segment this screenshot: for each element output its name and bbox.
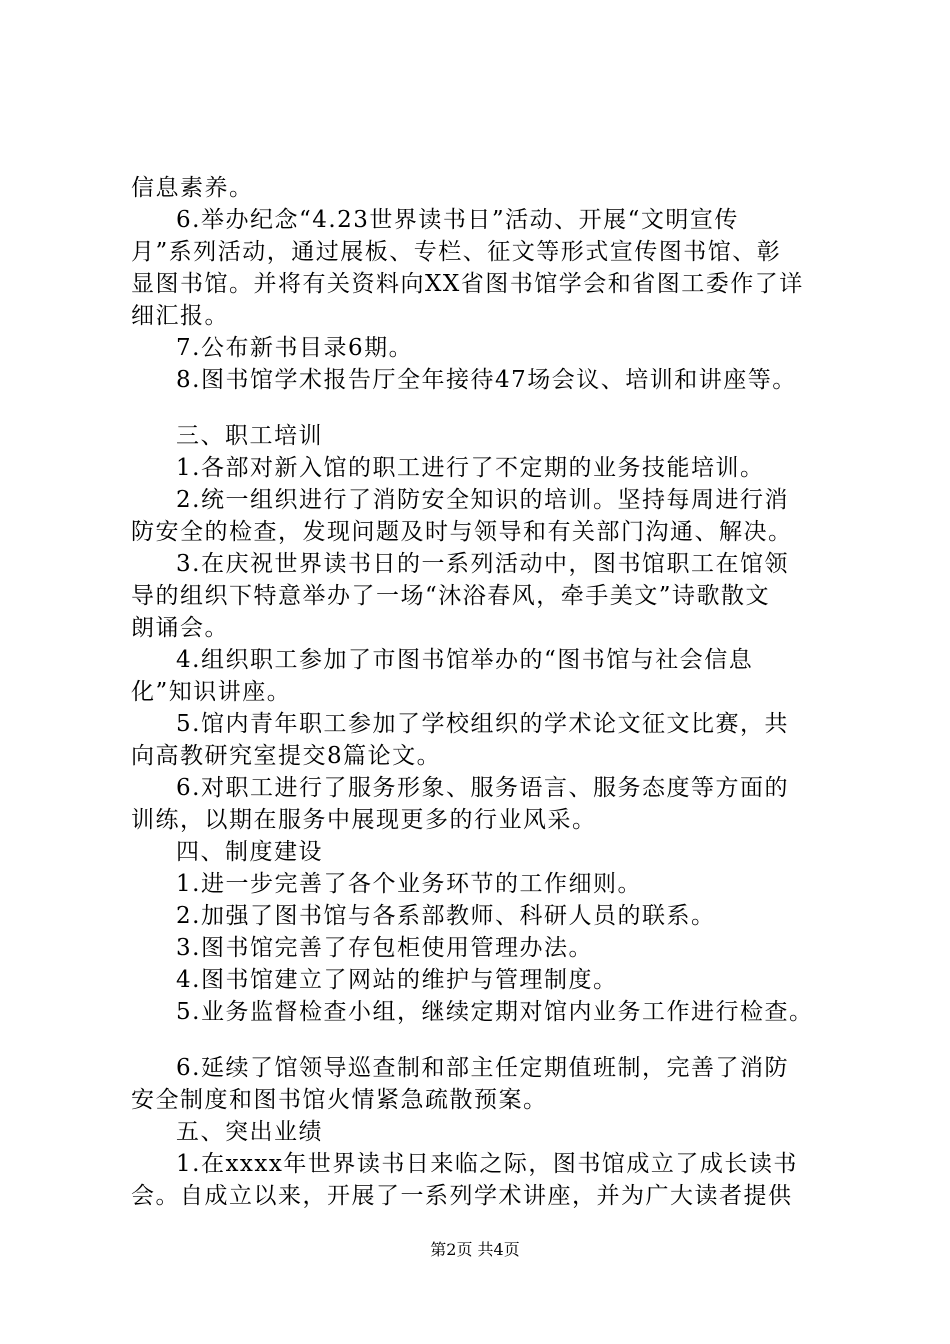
text-line: 1.在xxxx年世界读书日来临之际，图书馆成立了成长读书	[176, 1151, 798, 1177]
text-line: 1.各部对新入馆的职工进行了不定期的业务技能培训。	[176, 455, 765, 481]
text-line: 导的组织下特意举办了一场“沐浴春风，牵手美文”诗歌散文	[131, 583, 771, 609]
text-line: 朗诵会。	[131, 615, 229, 641]
section-heading: 五、突出业绩	[176, 1119, 323, 1145]
text-line: 化”知识讲座。	[131, 679, 292, 705]
text-line: 6.举办纪念“4.23世界读书日”活动、开展“文明宣传	[176, 207, 739, 233]
text-line: 4.图书馆建立了网站的维护与管理制度。	[176, 967, 618, 993]
text-line: 2.加强了图书馆与各系部教师、科研人员的联系。	[176, 903, 716, 929]
text-line: 1.进一步完善了各个业务环节的工作细则。	[176, 871, 642, 897]
text-line: 2.统一组织进行了消防安全知识的培训。坚持每周进行消	[176, 487, 789, 513]
text-line: 3.图书馆完善了存包柜使用管理办法。	[176, 935, 593, 961]
text-line: 5.馆内青年职工参加了学校组织的学术论文征文比赛，共	[176, 711, 789, 737]
page-footer: 第2页 共4页	[430, 1240, 520, 1259]
text-line: 信息素养。	[131, 175, 254, 201]
text-line: 4.组织职工参加了市图书馆举办的“图书馆与社会信息	[176, 647, 754, 673]
text-line: 防安全的检查，发现问题及时与领导和有关部门沟通、解决。	[131, 519, 793, 545]
text-line: 7.公布新书目录6期。	[176, 335, 414, 361]
text-line: 5.业务监督检查小组，继续定期对馆内业务工作进行检查。	[176, 999, 814, 1025]
text-line: 训练，以期在服务中展现更多的行业风采。	[131, 807, 597, 833]
text-line: 8.图书馆学术报告厅全年接待47场会议、培训和讲座等。	[176, 367, 797, 393]
text-line: 安全制度和图书馆火情紧急疏散预案。	[131, 1087, 548, 1113]
text-line: 月”系列活动，通过展板、专栏、征文等形式宣传图书馆、彰	[131, 239, 782, 265]
section-heading: 三、职工培训	[176, 423, 323, 449]
text-line: 向高教研究室提交8篇论文。	[131, 743, 442, 769]
section-heading: 四、制度建设	[176, 839, 323, 865]
text-line: 6.对职工进行了服务形象、服务语言、服务态度等方面的	[176, 775, 789, 801]
text-line: 3.在庆祝世界读书日的一系列活动中，图书馆职工在馆领	[176, 551, 789, 577]
text-line: 6.延续了馆领导巡查制和部主任定期值班制，完善了消防	[176, 1055, 789, 1081]
text-line: 显图书馆。并将有关资料向XX省图书馆学会和省图工委作了详	[131, 271, 804, 297]
text-line: 会。自成立以来，开展了一系列学术讲座，并为广大读者提供	[131, 1183, 793, 1209]
text-line: 细汇报。	[131, 303, 229, 329]
